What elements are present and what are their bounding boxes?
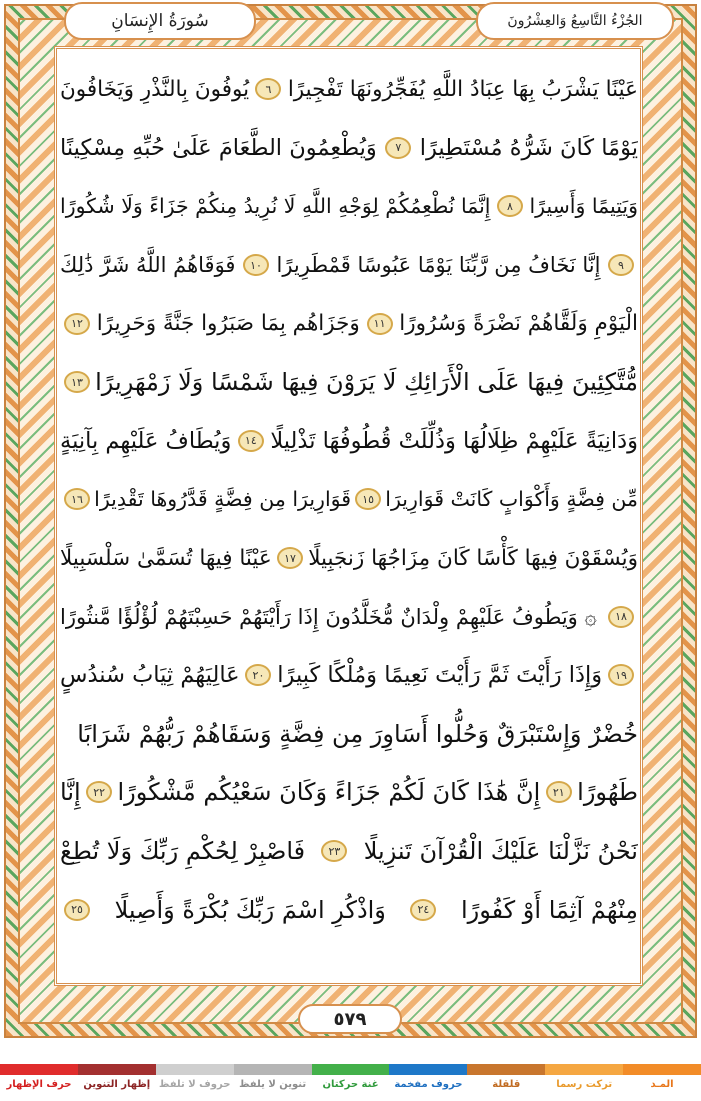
legend-color-swatch bbox=[0, 1064, 78, 1075]
verse-text: طَهُورًا bbox=[577, 778, 638, 807]
legend-label: قلقلة bbox=[492, 1079, 521, 1090]
legend-item bbox=[389, 1064, 467, 1094]
legend-item bbox=[467, 1064, 545, 1094]
verse-text: إِنَّمَا نُطْعِمُكُمْ لِوَجْهِ اللَّهِ لَا نُرِيدُ مِنكُمْ جَزَاءً وَلَا شُكُورًا bbox=[60, 194, 491, 219]
ayah-number-marker: ٢٠ bbox=[245, 664, 271, 686]
legend-label: حروف لا تلفظ bbox=[159, 1079, 231, 1090]
ayah-number-marker: ٢٥ bbox=[64, 899, 90, 921]
legend-label: حروف مفخمة bbox=[394, 1079, 463, 1090]
text-line bbox=[60, 60, 638, 119]
ayah-number-marker: ٢٢ bbox=[86, 781, 112, 803]
text-line bbox=[60, 236, 638, 295]
page-number: ٥٧٩ bbox=[333, 1008, 367, 1030]
verse-text: يَوْمًا كَانَ شَرُّهُ مُسْتَطِيرًا bbox=[419, 134, 638, 161]
ayah-number-marker: ٢١ bbox=[546, 781, 572, 803]
ayah-number-marker: ١٦ bbox=[64, 488, 90, 510]
text-line bbox=[60, 294, 638, 353]
quran-text bbox=[60, 60, 638, 939]
verse-text: إِنَّ هَٰذَا كَانَ لَكُمْ جَزَاءً وَكَانَ سَعْيُكُم مَّشْكُورًا bbox=[117, 778, 541, 807]
verse-text: نَحْنُ نَزَّلْنَا عَلَيْكَ الْقُرْآنَ تَنزِيلًا bbox=[363, 837, 638, 866]
verse-text: فَوَقَاهُمُ اللَّهُ شَرَّ ذَٰلِكَ bbox=[60, 253, 236, 278]
legend-color-swatch bbox=[545, 1064, 623, 1075]
text-line bbox=[60, 412, 638, 471]
ayah-number-marker: ١٠ bbox=[243, 254, 269, 276]
surah-name-cartouche bbox=[64, 2, 256, 40]
text-line bbox=[60, 822, 638, 881]
verse-text: يُوفُونَ بِالنَّذْرِ وَيَخَافُونَ bbox=[60, 76, 250, 102]
verse-text: وَيُسْقَوْنَ فِيهَا كَأْسًا كَانَ مِزَاجُهَا زَنجَبِيلًا bbox=[308, 545, 638, 571]
ayah-number-marker: ١٣ bbox=[64, 371, 90, 393]
legend-label: تنوين لا يلفظ bbox=[239, 1079, 307, 1090]
ayah-number-marker: ٢٤ bbox=[410, 899, 436, 921]
legend-color-swatch bbox=[389, 1064, 467, 1075]
ayah-number-marker: ١٤ bbox=[238, 430, 264, 452]
verse-text: مُّتَّكِئِينَ فِيهَا عَلَى الْأَرَائِكِ لَا يَرَوْنَ فِيهَا شَمْسًا وَلَا زَمْهَرِيرًا bbox=[95, 368, 638, 397]
legend-label: إظهار التنوين bbox=[83, 1079, 151, 1090]
legend-item bbox=[623, 1064, 701, 1094]
ayah-number-marker: ٧ bbox=[385, 137, 411, 159]
verse-text: وَيُطْعِمُونَ الطَّعَامَ عَلَىٰ حُبِّهِ مِسْكِينًا bbox=[60, 134, 377, 161]
legend-label: حرف الإظهار bbox=[6, 1079, 72, 1090]
verse-text: إِنَّا bbox=[60, 778, 81, 807]
tajweed-legend bbox=[0, 1064, 701, 1094]
legend-item bbox=[156, 1064, 234, 1094]
ayah-number-marker: ١٥ bbox=[355, 488, 381, 510]
juz-name: الجُزْءُ التَّاسِعُ وَالعِشْرُونَ bbox=[507, 13, 643, 29]
legend-item bbox=[0, 1064, 78, 1094]
ayah-number-marker: ١٩ bbox=[608, 664, 634, 686]
legend-item bbox=[78, 1064, 156, 1094]
legend-color-swatch bbox=[234, 1064, 312, 1075]
verse-text: وَاذْكُرِ اسْمَ رَبِّكَ بُكْرَةً وَأَصِيلًا bbox=[114, 895, 386, 924]
text-line bbox=[60, 353, 638, 412]
verse-text: خُضْرٌ وَإِسْتَبْرَقٌ وَحُلُّوا أَسَاوِرَ مِن فِضَّةٍ وَسَقَاهُمْ رَبُّهُمْ شَرَابًا bbox=[77, 719, 638, 748]
verse-text: عَالِيَهُمْ ثِيَابُ سُندُسٍ bbox=[60, 662, 240, 689]
verse-text: الْيَوْمِ وَلَقَّاهُمْ نَضْرَةً وَسُرُورًا bbox=[399, 311, 638, 337]
verse-text: عَيْنًا يَشْرَبُ بِهَا عِبَادُ اللَّهِ يُفَجِّرُونَهَا تَفْجِيرًا bbox=[287, 76, 638, 102]
text-line bbox=[60, 177, 638, 236]
legend-color-swatch bbox=[623, 1064, 701, 1075]
ayah-number-marker: ١٨ bbox=[608, 606, 634, 628]
legend-color-swatch bbox=[78, 1064, 156, 1075]
verse-text: إِنَّا نَخَافُ مِن رَّبِّنَا يَوْمًا عَبُوسًا قَمْطَرِيرًا bbox=[276, 253, 601, 278]
verse-text: عَيْنًا فِيهَا تُسَمَّىٰ سَلْسَبِيلًا bbox=[60, 545, 272, 571]
legend-item bbox=[234, 1064, 312, 1094]
page-number-cartouche bbox=[298, 1004, 402, 1034]
text-line bbox=[60, 470, 638, 529]
text-line bbox=[60, 119, 638, 178]
ayah-number-marker: ١٢ bbox=[64, 313, 90, 335]
verse-text: مِّن فِضَّةٍ وَأَكْوَابٍ كَانَتْ قَوَارِيرَا bbox=[385, 487, 638, 512]
text-line bbox=[60, 529, 638, 588]
legend-item bbox=[545, 1064, 623, 1094]
ayah-number-marker: ١١ bbox=[367, 313, 393, 335]
text-line bbox=[60, 763, 638, 822]
verse-text: وَدَانِيَةً عَلَيْهِمْ ظِلَالُهَا وَذُلِّلَتْ قُطُوفُهَا تَذْلِيلًا bbox=[270, 427, 638, 454]
ayah-number-marker: ٢٣ bbox=[321, 840, 347, 862]
verse-text: قَوَارِيرَا مِن فِضَّةٍ قَدَّرُوهَا تَقْدِيرًا bbox=[94, 487, 352, 512]
verse-text: وَإِذَا رَأَيْتَ ثَمَّ رَأَيْتَ نَعِيمًا وَمُلْكًا كَبِيرًا bbox=[277, 662, 603, 689]
legend-label: المـد bbox=[650, 1079, 674, 1090]
legend-color-swatch bbox=[156, 1064, 234, 1075]
verse-text: فَاصْبِرْ لِحُكْمِ رَبِّكَ وَلَا تُطِعْ bbox=[60, 837, 306, 866]
text-line bbox=[60, 587, 638, 646]
ayah-number-marker: ٦ bbox=[255, 78, 281, 100]
verse-text: وَيَتِيمًا وَأَسِيرًا bbox=[529, 194, 638, 219]
legend-item bbox=[312, 1064, 390, 1094]
text-line bbox=[60, 705, 638, 764]
legend-label: تركت رسما bbox=[556, 1079, 613, 1090]
legend-color-swatch bbox=[312, 1064, 390, 1075]
verse-text: وَيُطَافُ عَلَيْهِم بِآنِيَةٍ bbox=[60, 427, 232, 454]
legend-color-swatch bbox=[467, 1064, 545, 1075]
legend-label: غنة حركتان bbox=[322, 1079, 379, 1090]
ayah-number-marker: ٩ bbox=[608, 254, 634, 276]
verse-text: مِنْهُمْ آثِمًا أَوْ كَفُورًا bbox=[460, 895, 638, 924]
ayah-number-marker: ٨ bbox=[497, 195, 523, 217]
surah-name: سُورَةُ الإِنسَانِ bbox=[111, 11, 209, 31]
juz-name-cartouche bbox=[476, 2, 674, 40]
verse-text: وَجَزَاهُم بِمَا صَبَرُوا جَنَّةً وَحَرِيرًا bbox=[96, 311, 360, 337]
text-line bbox=[60, 646, 638, 705]
ayah-number-marker: ١٧ bbox=[277, 547, 303, 569]
text-line bbox=[60, 880, 638, 939]
verse-text: ۞ وَيَطُوفُ عَلَيْهِمْ وِلْدَانٌ مُّخَلَّدُونَ إِذَا رَأَيْتَهُمْ حَسِبْتَهُمْ لُؤْلُؤًا مَّنثُورًا bbox=[60, 604, 597, 629]
